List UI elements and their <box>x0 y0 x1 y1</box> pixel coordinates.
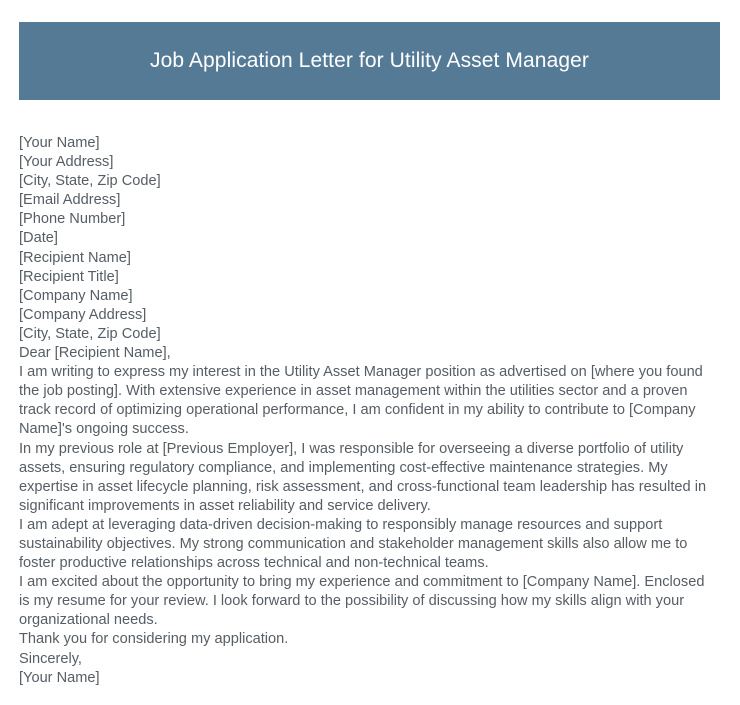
recipient-company-name-line: [Company Name] <box>19 287 133 304</box>
thank-you-line: Thank you for considering my application. <box>19 631 289 648</box>
closing-line: Sincerely, <box>19 650 82 667</box>
sender-city-state-zip-line: [City, State, Zip Code] <box>19 173 161 190</box>
body-paragraph-2: In my previous role at [Previous Employer], I was responsible for overseeing a diverse portfolio of utility assets, ensuring regulatory compliance, and implementing cost-effective maintenance strategies. My expertise in asset lifecycle planning, risk assessment, and cross-functional team leadership has resulted in significant improvements in asset reliability and service delivery. <box>19 440 707 514</box>
salutation-line: Dear [Recipient Name], <box>19 345 171 362</box>
letter-body <box>19 134 716 688</box>
sender-name-line: [Your Name] <box>19 135 100 151</box>
recipient-company-address-line: [Company Address] <box>19 306 147 323</box>
sender-address-block <box>19 134 716 249</box>
page-title: Job Application Letter for Utility Asset Manager <box>149 49 590 73</box>
recipient-name-line: [Recipient Name] <box>19 249 131 266</box>
sender-phone-line: [Phone Number] <box>19 211 126 228</box>
date-line: [Date] <box>19 230 58 247</box>
body-paragraph-3: I am adept at leveraging data-driven decision-making to responsibly manage resources and support sustainability objectives. My strong communication and stakeholder management skills also allow me to foster productive relationships across technical and non-technical teams. <box>19 516 688 572</box>
sender-address-line: [Your Address] <box>19 154 114 171</box>
sender-email-line: [Email Address] <box>19 192 121 209</box>
recipient-city-state-zip-line: [City, State, Zip Code] <box>19 325 161 342</box>
body-paragraph-1: I am writing to express my interest in the Utility Asset Manager position as advertised on [where you found the job posting]. With extensive experience in asset management within the utilities sector and a proven track record of optimizing operational performance, I am confident in my ability to contribute to [Company Name]'s ongoing success. <box>19 364 703 438</box>
recipient-address-block <box>19 249 716 344</box>
recipient-title-line: [Recipient Title] <box>19 268 119 285</box>
body-paragraph-4: I am excited about the opportunity to bring my experience and commitment to [Company Name]. Enclosed is my resume for your review. I look forward to the possibility of discussing how my skills align with your organizational needs. <box>19 574 705 629</box>
signature-line: [Your Name] <box>19 669 100 686</box>
letter-header-banner <box>19 22 720 100</box>
